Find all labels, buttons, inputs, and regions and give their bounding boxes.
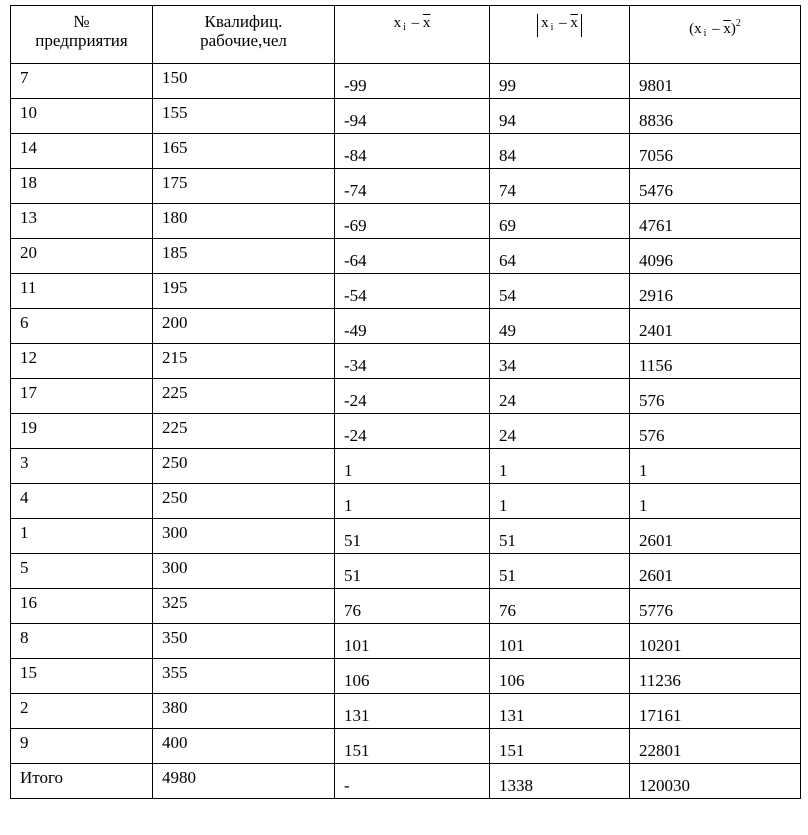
cell-abs-deviation: 51 — [490, 554, 630, 589]
cell-enterprise-number: 6 — [11, 309, 153, 344]
header-abs-deviation-sub: i — [550, 22, 554, 33]
abs-value-bars — [537, 14, 582, 37]
table-row — [11, 64, 801, 99]
table-row — [11, 659, 801, 694]
cell-abs-deviation: 1 — [490, 449, 630, 484]
header-deviation-minus: – — [407, 15, 423, 31]
cell-enterprise-number: 7 — [11, 64, 153, 99]
table-row — [11, 449, 801, 484]
header-qualified-workers-line1: Квалифиц. — [204, 12, 283, 31]
header-squared-deviation-minus: – — [708, 21, 724, 37]
table-row — [11, 484, 801, 519]
table-row — [11, 729, 801, 764]
cell-squared-deviation: 7056 — [630, 134, 801, 169]
table-row — [11, 694, 801, 729]
table-row — [11, 169, 801, 204]
cell-abs-deviation: 24 — [490, 379, 630, 414]
cell-workers: 200 — [153, 309, 335, 344]
cell-total-squared-deviation: 120030 — [630, 764, 801, 799]
cell-workers: 225 — [153, 379, 335, 414]
cell-abs-deviation: 74 — [490, 169, 630, 204]
cell-deviation: 1 — [335, 484, 490, 519]
cell-workers: 180 — [153, 204, 335, 239]
cell-workers: 380 — [153, 694, 335, 729]
cell-workers: 175 — [153, 169, 335, 204]
cell-workers: 355 — [153, 659, 335, 694]
cell-enterprise-number: 2 — [11, 694, 153, 729]
cell-enterprise-number: 20 — [11, 239, 153, 274]
cell-abs-deviation: 99 — [490, 64, 630, 99]
cell-deviation: 106 — [335, 659, 490, 694]
table-row — [11, 624, 801, 659]
cell-enterprise-number: 14 — [11, 134, 153, 169]
table-row — [11, 379, 801, 414]
cell-abs-deviation: 106 — [490, 659, 630, 694]
cell-squared-deviation: 5476 — [630, 169, 801, 204]
cell-abs-deviation: 49 — [490, 309, 630, 344]
header-qualified-workers — [153, 6, 335, 64]
cell-squared-deviation: 2401 — [630, 309, 801, 344]
table-row — [11, 589, 801, 624]
cell-total-label: Итого — [11, 764, 153, 799]
cell-total-abs-deviation: 1338 — [490, 764, 630, 799]
cell-squared-deviation: 17161 — [630, 694, 801, 729]
cell-abs-deviation: 69 — [490, 204, 630, 239]
document-page — [10, 5, 800, 799]
cell-squared-deviation: 8836 — [630, 99, 801, 134]
cell-deviation: -94 — [335, 99, 490, 134]
cell-deviation: -54 — [335, 274, 490, 309]
cell-squared-deviation: 1 — [630, 449, 801, 484]
cell-workers: 250 — [153, 484, 335, 519]
cell-deviation: -74 — [335, 169, 490, 204]
table-row — [11, 414, 801, 449]
cell-abs-deviation: 54 — [490, 274, 630, 309]
table-row — [11, 239, 801, 274]
cell-deviation: -64 — [335, 239, 490, 274]
cell-deviation: -24 — [335, 414, 490, 449]
table-row — [11, 204, 801, 239]
cell-deviation: 76 — [335, 589, 490, 624]
cell-abs-deviation: 84 — [490, 134, 630, 169]
header-abs-deviation — [490, 6, 630, 64]
cell-abs-deviation: 24 — [490, 414, 630, 449]
cell-squared-deviation: 22801 — [630, 729, 801, 764]
cell-squared-deviation: 4096 — [630, 239, 801, 274]
cell-abs-deviation: 131 — [490, 694, 630, 729]
cell-squared-deviation: 5776 — [630, 589, 801, 624]
cell-deviation: -34 — [335, 344, 490, 379]
cell-enterprise-number: 17 — [11, 379, 153, 414]
table-row — [11, 519, 801, 554]
cell-workers: 185 — [153, 239, 335, 274]
cell-squared-deviation: 576 — [630, 414, 801, 449]
cell-squared-deviation: 11236 — [630, 659, 801, 694]
header-row — [11, 6, 801, 64]
cell-abs-deviation: 34 — [490, 344, 630, 379]
cell-squared-deviation: 576 — [630, 379, 801, 414]
table-row — [11, 344, 801, 379]
header-deviation-sub: i — [403, 22, 406, 33]
header-enterprise-number-line1: № — [73, 12, 90, 31]
total-row — [11, 764, 801, 799]
cell-total-deviation: - — [335, 764, 490, 799]
cell-enterprise-number: 19 — [11, 414, 153, 449]
cell-workers: 350 — [153, 624, 335, 659]
header-squared-deviation-xbar: $\overline{x}$ — [723, 21, 731, 37]
cell-squared-deviation: 1156 — [630, 344, 801, 379]
cell-deviation: 51 — [335, 519, 490, 554]
cell-workers: 150 — [153, 64, 335, 99]
cell-workers: 195 — [153, 274, 335, 309]
cell-squared-deviation: 2601 — [630, 554, 801, 589]
cell-workers: 300 — [153, 519, 335, 554]
deviation-table — [10, 5, 801, 799]
cell-abs-deviation: 64 — [490, 239, 630, 274]
cell-deviation: 101 — [335, 624, 490, 659]
cell-deviation: 131 — [335, 694, 490, 729]
cell-total-workers: 4980 — [153, 764, 335, 799]
cell-enterprise-number: 11 — [11, 274, 153, 309]
header-qualified-workers-line2: рабочие,чел — [200, 31, 287, 50]
header-deviation-x: x — [393, 15, 402, 31]
header-squared-deviation-close: ) — [730, 21, 736, 37]
cell-enterprise-number: 8 — [11, 624, 153, 659]
cell-squared-deviation: 10201 — [630, 624, 801, 659]
cell-workers: 400 — [153, 729, 335, 764]
cell-workers: 165 — [153, 134, 335, 169]
cell-enterprise-number: 15 — [11, 659, 153, 694]
table-row — [11, 274, 801, 309]
cell-squared-deviation: 9801 — [630, 64, 801, 99]
header-squared-deviation-open: (x — [689, 21, 702, 37]
cell-enterprise-number: 3 — [11, 449, 153, 484]
cell-squared-deviation: 2601 — [630, 519, 801, 554]
cell-abs-deviation: 1 — [490, 484, 630, 519]
cell-enterprise-number: 12 — [11, 344, 153, 379]
cell-workers: 325 — [153, 589, 335, 624]
cell-enterprise-number: 13 — [11, 204, 153, 239]
cell-enterprise-number: 18 — [11, 169, 153, 204]
cell-squared-deviation: 4761 — [630, 204, 801, 239]
header-enterprise-number-line2: предприятия — [35, 31, 128, 50]
cell-workers: 250 — [153, 449, 335, 484]
cell-enterprise-number: 16 — [11, 589, 153, 624]
header-squared-deviation — [630, 6, 801, 64]
cell-abs-deviation: 151 — [490, 729, 630, 764]
cell-squared-deviation: 2916 — [630, 274, 801, 309]
cell-workers: 155 — [153, 99, 335, 134]
header-squared-deviation-sub: i — [703, 28, 707, 39]
cell-workers: 225 — [153, 414, 335, 449]
cell-enterprise-number: 5 — [11, 554, 153, 589]
table-row — [11, 134, 801, 169]
cell-abs-deviation: 101 — [490, 624, 630, 659]
cell-workers: 300 — [153, 554, 335, 589]
header-squared-deviation-power: 2 — [735, 18, 741, 29]
cell-deviation: 51 — [335, 554, 490, 589]
table-header — [11, 6, 801, 64]
header-abs-deviation-xbar: $\overline{x}$ — [570, 15, 578, 31]
cell-abs-deviation: 51 — [490, 519, 630, 554]
table-row — [11, 309, 801, 344]
cell-enterprise-number: 9 — [11, 729, 153, 764]
table-row — [11, 99, 801, 134]
table-row — [11, 554, 801, 589]
header-deviation — [335, 6, 490, 64]
header-abs-deviation-x: x — [541, 15, 549, 31]
cell-enterprise-number: 1 — [11, 519, 153, 554]
cell-abs-deviation: 94 — [490, 99, 630, 134]
header-enterprise-number — [11, 6, 153, 64]
header-deviation-xbar: $\overline{x}$ — [422, 15, 431, 31]
header-abs-deviation-minus: – — [555, 15, 571, 31]
cell-deviation: -84 — [335, 134, 490, 169]
cell-abs-deviation: 76 — [490, 589, 630, 624]
cell-squared-deviation: 1 — [630, 484, 801, 519]
cell-deviation: -99 — [335, 64, 490, 99]
cell-deviation: -69 — [335, 204, 490, 239]
cell-deviation: -24 — [335, 379, 490, 414]
cell-deviation: -49 — [335, 309, 490, 344]
cell-enterprise-number: 10 — [11, 99, 153, 134]
cell-deviation: 1 — [335, 449, 490, 484]
cell-deviation: 151 — [335, 729, 490, 764]
cell-enterprise-number: 4 — [11, 484, 153, 519]
cell-workers: 215 — [153, 344, 335, 379]
table-body — [11, 64, 801, 799]
